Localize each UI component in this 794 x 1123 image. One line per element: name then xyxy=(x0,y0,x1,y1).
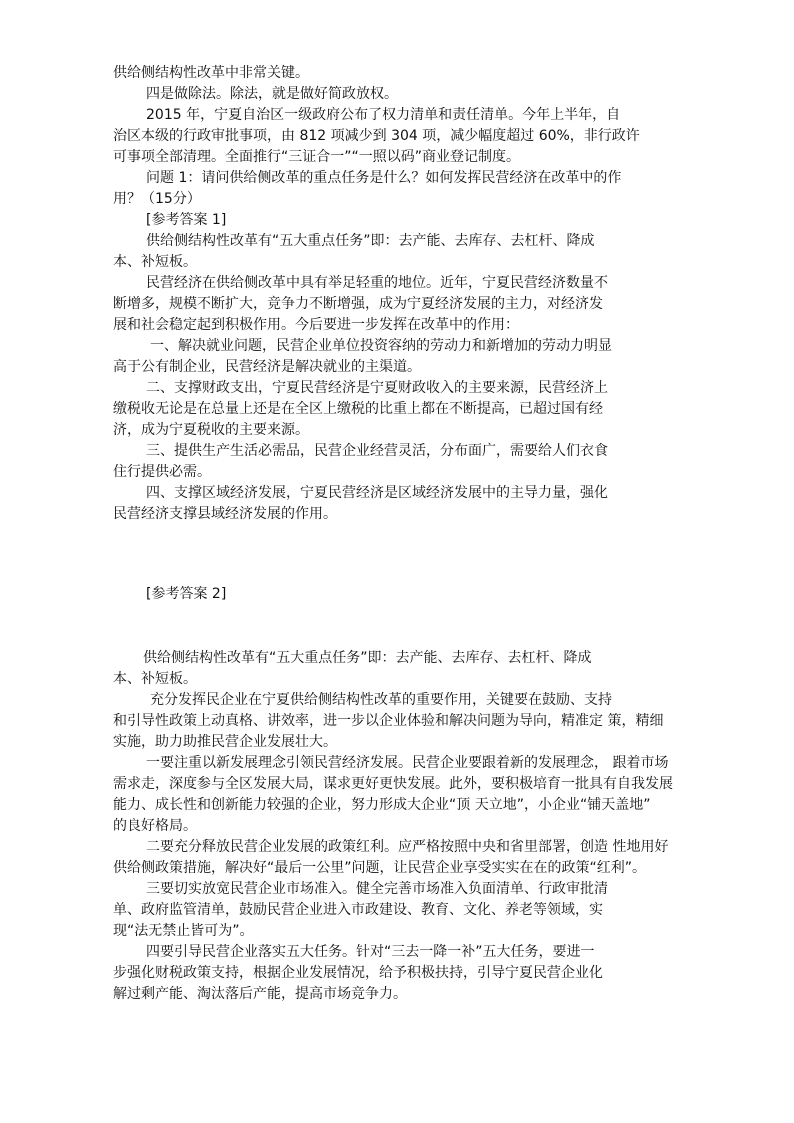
text-line: 的良好格局。 xyxy=(113,818,197,834)
text-line: 步强化财税政策支持，根据企业发展情况，给予积极扶持，引导宁夏民营企业化 xyxy=(113,965,603,981)
text-line: 需求走，深度参与全区发展大局，谋求更好更快发展。此外，要积极培育一批具有自我发展 xyxy=(113,776,673,792)
text-line: 和引导性政策上动真格、讲效率，进一步以企业体验和解决问题为导向，精准定 策，精细 xyxy=(113,713,664,729)
text-line: 断增多，规模不断扩大，竞争力不断增强，成为宁夏经济发展的主力，对经济发 xyxy=(113,296,603,312)
text-line: 高于公有制企业，民营经济是解决就业的主渠道。 xyxy=(113,359,421,375)
text-line: 四、支撑区域经济发展，宁夏民营经济是区域经济发展中的主导力量，强化 xyxy=(146,485,608,501)
text-line: 四是做除法。除法，就是做好简政放权。 xyxy=(146,86,398,102)
text-line: 三要切实放宽民营企业市场准入。健全完善市场准入负面清单、行政审批清 xyxy=(146,881,608,897)
text-line: 供给侧政策措施，解决好“最后一公里”问题，让民营企业享受实实在在的政策“红利”。 xyxy=(113,860,647,876)
text-line: 单、政府监管清单，鼓励民营企业进入市政建设、教育、文化、养老等领域，实 xyxy=(113,902,603,918)
text-line: 二要充分释放民营企业发展的政策红利。应严格按照中央和省里部署，创造 性地用好 xyxy=(146,839,669,855)
text-line: 供给侧结构性改革有“五大重点任务”即：去产能、去库存、去杠杆、降成 xyxy=(143,650,592,666)
text-line: 解过剩产能、淘汰落后产能，提高市场竞争力。 xyxy=(113,986,407,1002)
text-line: 民营经济在供给侧改革中具有举足轻重的地位。近年，宁夏民营经济数量不 xyxy=(146,275,608,291)
text-line: 展和社会稳定起到积极作用。今后要进一步发挥在改革中的作用： xyxy=(113,317,519,333)
text-line: 民营经济支撑县域经济发展的作用。 xyxy=(113,506,337,522)
text-line: 供给侧结构性改革中非常关键。 xyxy=(113,65,309,81)
text-line: 济，成为宁夏税收的主要来源。 xyxy=(113,422,309,438)
text-line: 现“法无禁止皆可为”。 xyxy=(113,923,254,939)
text-line: 四要引导民营企业落实五大任务。针对“三去一降一补”五大任务，要进一 xyxy=(146,944,595,960)
question-title-cont: 用？（15分） xyxy=(113,191,201,207)
text-line: 治区本级的行政审批事项，由 812 项减少到 304 项，减少幅度超过 60%，非行政许 xyxy=(113,128,640,144)
text-line: 充分发挥民企业在宁夏供给侧结构性改革的重要作用，关键要在鼓励、支持 xyxy=(150,692,612,708)
question-title: 问题 1：请问供给侧改革的重点任务是什么？如何发挥民营经济在改革中的作 xyxy=(146,170,622,186)
text-line: 一要注重以新发展理念引领民营经济发展。民营企业要跟着新的发展理念， 跟着市场 xyxy=(146,755,669,771)
text-line: 能力、成长性和创新能力较强的企业，努力形成大企业“顶 天立地”，小企业“铺天盖地” xyxy=(113,797,651,813)
text-line: 三、提供生产生活必需品，民营企业经营灵活，分布面广，需要给人们衣食 xyxy=(146,443,608,459)
text-line: 二、支撑财政支出，宁夏民营经济是宁夏财政收入的主要来源，民营经济上 xyxy=(146,380,608,396)
text-line: 缴税收无论是在总量上还是在全区上缴税的比重上都在不断提高，已超过国有经 xyxy=(113,401,603,417)
text-line: 2015 年，宁夏自治区一级政府公布了权力清单和责任清单。今年上半年，自 xyxy=(146,107,621,123)
text-line: 供给侧结构性改革有“五大重点任务”即：去产能、去库存、去杠杆、降成 xyxy=(146,233,595,249)
text-line: 一、解决就业问题，民营企业单位投资容纳的劳动力和新增加的劳动力明显 xyxy=(150,338,612,354)
text-line: 本、补短板。 xyxy=(113,254,197,270)
text-line: 可事项全部清理。全面推行“三证合一”“一照以码”商业登记制度。 xyxy=(113,149,521,165)
text-line: 住行提供必需。 xyxy=(113,464,211,480)
text-line: 本、补短板。 xyxy=(113,671,197,687)
text-line: 实施，助力助推民营企业发展壮大。 xyxy=(113,734,337,750)
answer-heading-2: [参考答案 2] xyxy=(146,586,227,602)
answer-heading-1: [参考答案 1] xyxy=(146,212,227,228)
